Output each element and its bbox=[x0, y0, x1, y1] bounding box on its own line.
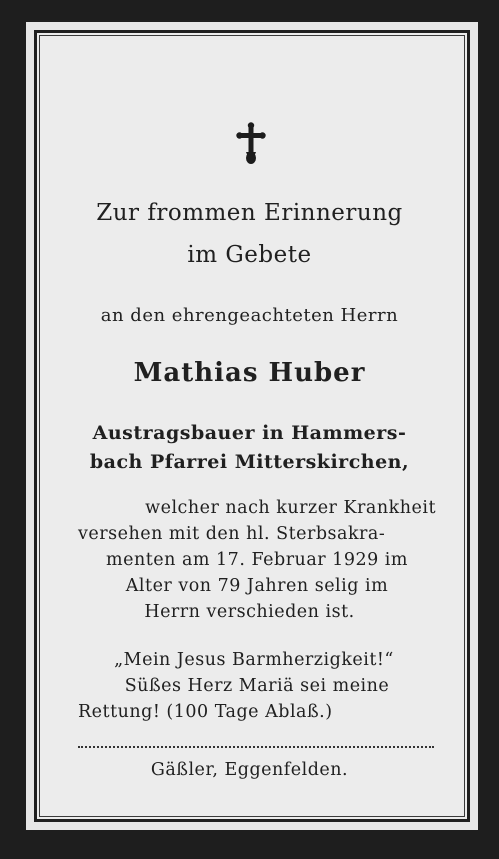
deceased-name: Mathias Huber bbox=[133, 358, 366, 388]
body-line-4: Alter von 79 Jahren selig im bbox=[125, 576, 389, 596]
occupation-line-2: bach Pfarrei Mitterskirchen, bbox=[89, 451, 410, 473]
prayer-line-3: Rettung! (100 Tage Ablaß.) bbox=[78, 702, 333, 722]
body-line-1: welcher nach kurzer Krankheit bbox=[145, 498, 436, 518]
cross-icon bbox=[236, 122, 266, 166]
dotted-divider bbox=[78, 746, 434, 748]
printer-imprint: Gäßler, Eggenfelden. bbox=[150, 760, 349, 780]
body-line-2: versehen mit den hl. Sterbsakra- bbox=[78, 524, 386, 544]
body-line-3: menten am 17. Februar 1929 im bbox=[106, 550, 408, 570]
heading-line-1: Zur frommen Erinnerung bbox=[96, 200, 403, 226]
dedication-text: an den ehrengeachteten Herrn bbox=[100, 305, 399, 326]
heading-line-2: im Gebete bbox=[187, 242, 312, 268]
occupation-line-1: Austragsbauer in Hammers- bbox=[92, 422, 407, 444]
prayer-line-2: Süßes Herz Mariä sei meine bbox=[124, 676, 390, 696]
prayer-line-1: „Mein Jesus Barmherzigkeit!“ bbox=[114, 650, 394, 670]
body-line-5: Herrn verschieden ist. bbox=[144, 602, 355, 622]
